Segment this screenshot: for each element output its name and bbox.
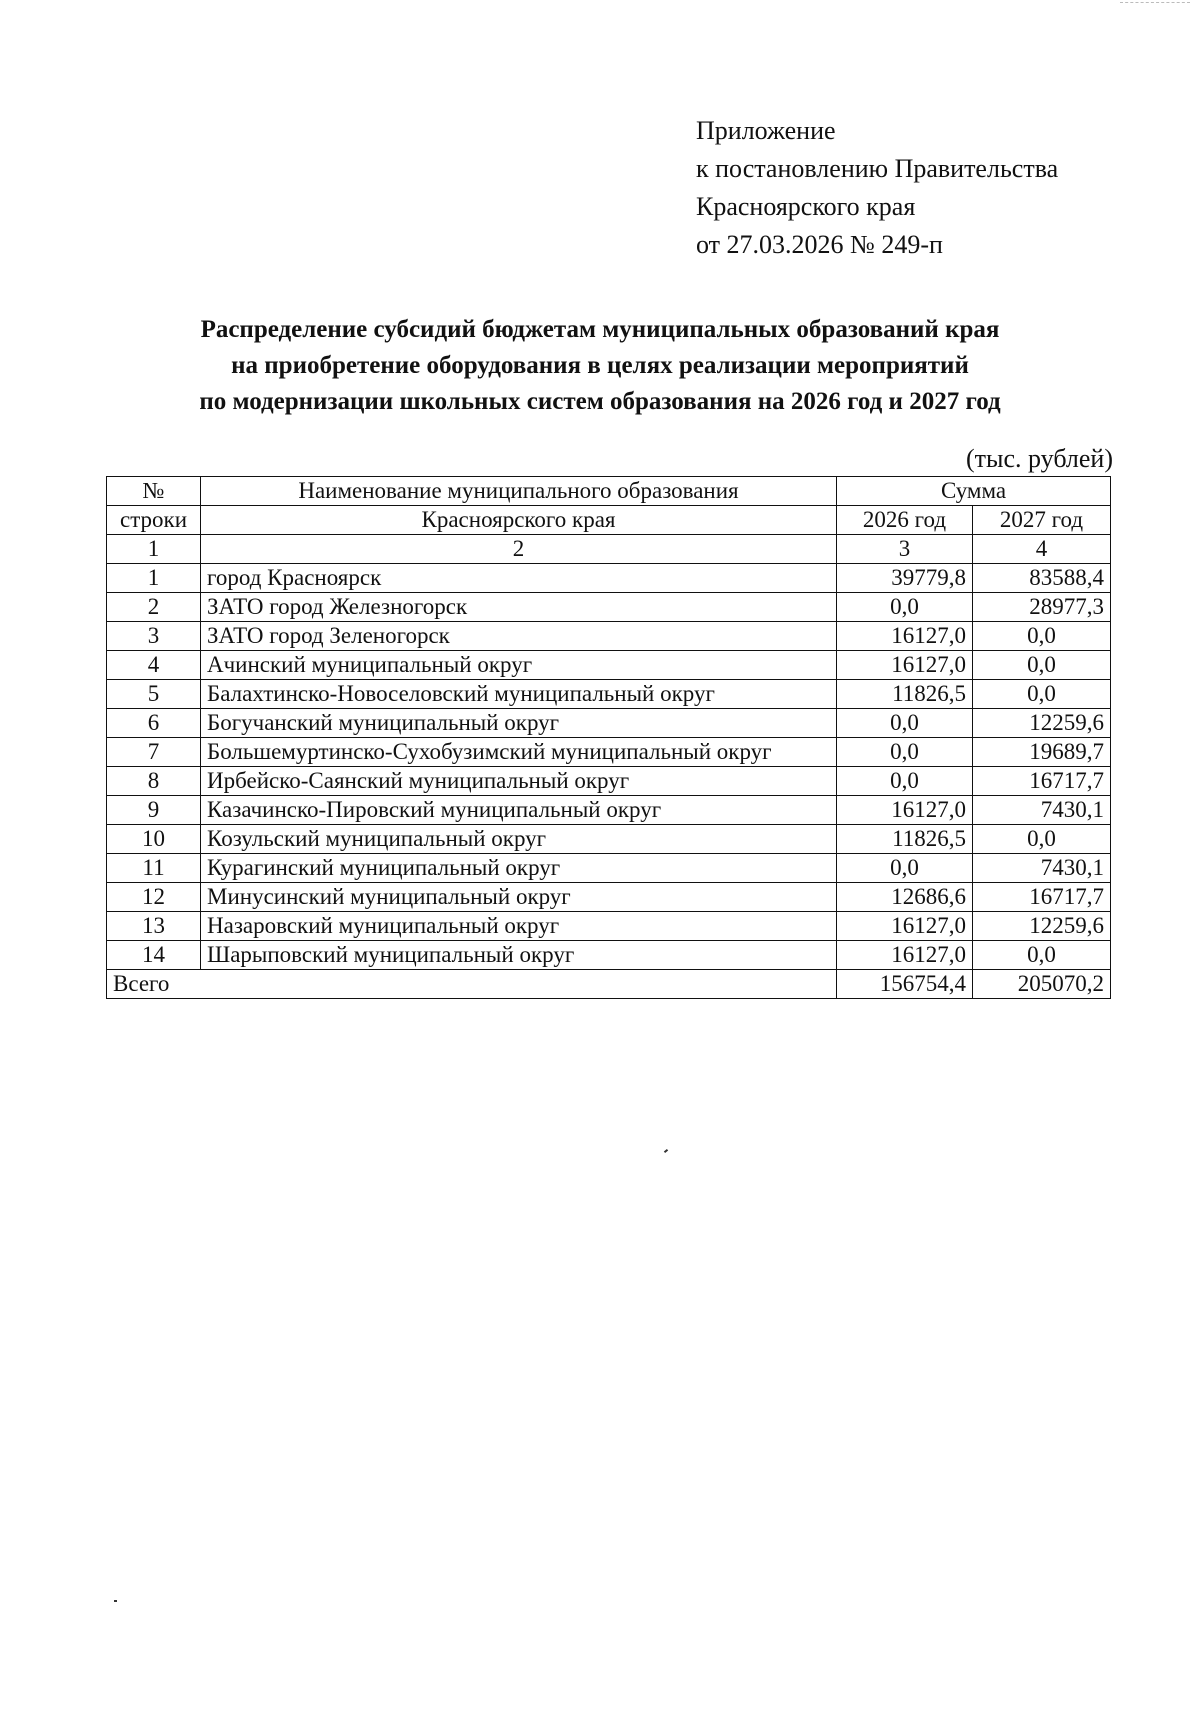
row-number: 11	[107, 854, 201, 883]
table-row	[107, 709, 1111, 738]
header-name-line1: Наименование муниципального образования	[298, 478, 739, 503]
header-name-line2: Красноярского края	[201, 506, 837, 535]
municipality-name: Богучанский муниципальный округ	[201, 709, 837, 738]
header-num-line2: строки	[107, 506, 201, 535]
header-year-2026: 2026 год	[837, 506, 973, 535]
header-sum: Сумма	[837, 477, 1111, 506]
amount-2027: 12259,6	[973, 709, 1111, 738]
table-row	[107, 941, 1111, 970]
municipality-name: Минусинский муниципальный округ	[201, 883, 837, 912]
column-number: 3	[837, 535, 973, 564]
appendix-block	[696, 112, 1058, 264]
municipality-name: город Красноярск	[201, 564, 837, 593]
units-label: (тыс. рублей)	[965, 444, 1113, 473]
amount-2026: 0,0	[837, 709, 973, 738]
row-number: 7	[107, 738, 201, 767]
row-number: 4	[107, 651, 201, 680]
amount-2027: 0,0	[973, 651, 1111, 680]
appendix-line: к постановлению Правительства	[696, 154, 1059, 183]
scan-artifact	[1120, 2, 1190, 4]
header-year-2027: 2027 год	[973, 506, 1111, 535]
row-number: 1	[107, 564, 201, 593]
amount-2026: 16127,0	[837, 622, 973, 651]
table-row	[107, 564, 1111, 593]
row-number: 14	[107, 941, 201, 970]
row-number: 5	[107, 680, 201, 709]
table-row	[107, 767, 1111, 796]
amount-2026: 12686,6	[837, 883, 973, 912]
row-number: 6	[107, 709, 201, 738]
amount-2026: 0,0	[837, 767, 973, 796]
table-row	[107, 912, 1111, 941]
amount-2026: 16127,0	[837, 796, 973, 825]
amount-2027: 19689,7	[973, 738, 1111, 767]
header-num-line1: №	[142, 478, 165, 503]
amount-2026: 39779,8	[837, 564, 973, 593]
amount-2027: 7430,1	[973, 854, 1111, 883]
document-title	[100, 312, 1100, 420]
total-2027: 205070,2	[973, 970, 1111, 999]
amount-2027: 16717,7	[973, 883, 1111, 912]
municipality-name: ЗАТО город Зеленогорск	[201, 622, 837, 651]
title-line: на приобретение оборудования в целях реализации мероприятий	[231, 352, 969, 379]
total-row	[107, 970, 1111, 999]
column-number: 4	[973, 535, 1111, 564]
header-name	[201, 477, 837, 506]
amount-2027: 16717,7	[973, 767, 1111, 796]
municipality-name: ЗАТО город Железногорск	[201, 593, 837, 622]
amount-2027: 7430,1	[973, 796, 1111, 825]
table-row	[107, 738, 1111, 767]
municipality-name: Козульский муниципальный округ	[201, 825, 837, 854]
municipality-name: Большемуртинско-Сухобузимский муниципальный округ	[201, 738, 837, 767]
total-label: Всего	[107, 970, 837, 999]
scan-artifact	[664, 1149, 668, 1153]
table-row	[107, 854, 1111, 883]
amount-2026: 0,0	[837, 738, 973, 767]
table-row	[107, 651, 1111, 680]
table-row	[107, 796, 1111, 825]
title-line: по модернизации школьных систем образования на 2026 год и 2027 год	[199, 388, 1001, 415]
header-row-number	[107, 477, 201, 506]
amount-2026: 11826,5	[837, 680, 973, 709]
row-number: 8	[107, 767, 201, 796]
row-number: 13	[107, 912, 201, 941]
amount-2027: 28977,3	[973, 593, 1111, 622]
municipality-name: Балахтинско-Новоселовский муниципальный округ	[201, 680, 837, 709]
appendix-line: Приложение	[696, 116, 836, 145]
row-number: 12	[107, 883, 201, 912]
municipality-name: Ирбейско-Саянский муниципальный округ	[201, 767, 837, 796]
amount-2026: 0,0	[837, 593, 973, 622]
appendix-line: Красноярского края	[696, 192, 916, 221]
row-number: 2	[107, 593, 201, 622]
column-number: 2	[201, 535, 837, 564]
amount-2027: 12259,6	[973, 912, 1111, 941]
amount-2027: 0,0	[973, 622, 1111, 651]
title-line: Распределение субсидий бюджетам муниципальных образований края	[200, 316, 1000, 343]
amount-2027: 0,0	[973, 825, 1111, 854]
subsidy-table	[106, 476, 1111, 999]
row-number: 3	[107, 622, 201, 651]
amount-2026: 11826,5	[837, 825, 973, 854]
amount-2026: 0,0	[837, 854, 973, 883]
amount-2027: 0,0	[973, 680, 1111, 709]
column-number: 1	[107, 535, 201, 564]
amount-2027: 83588,4	[973, 564, 1111, 593]
scan-artifact	[114, 1600, 117, 1602]
municipality-name: Казачинско-Пировский муниципальный округ	[201, 796, 837, 825]
municipality-name: Курагинский муниципальный округ	[201, 854, 837, 883]
amount-2026: 16127,0	[837, 912, 973, 941]
row-number: 10	[107, 825, 201, 854]
table-row	[107, 825, 1111, 854]
amount-2026: 16127,0	[837, 651, 973, 680]
table-row	[107, 622, 1111, 651]
municipality-name: Назаровский муниципальный округ	[201, 912, 837, 941]
appendix-line: от 27.03.2026 № 249-п	[696, 230, 943, 259]
row-number: 9	[107, 796, 201, 825]
total-2026: 156754,4	[837, 970, 973, 999]
amount-2027: 0,0	[973, 941, 1111, 970]
amount-2026: 16127,0	[837, 941, 973, 970]
municipality-name: Ачинский муниципальный округ	[201, 651, 837, 680]
table-row	[107, 593, 1111, 622]
table-row	[107, 680, 1111, 709]
municipality-name: Шарыповский муниципальный округ	[201, 941, 837, 970]
table-row	[107, 883, 1111, 912]
